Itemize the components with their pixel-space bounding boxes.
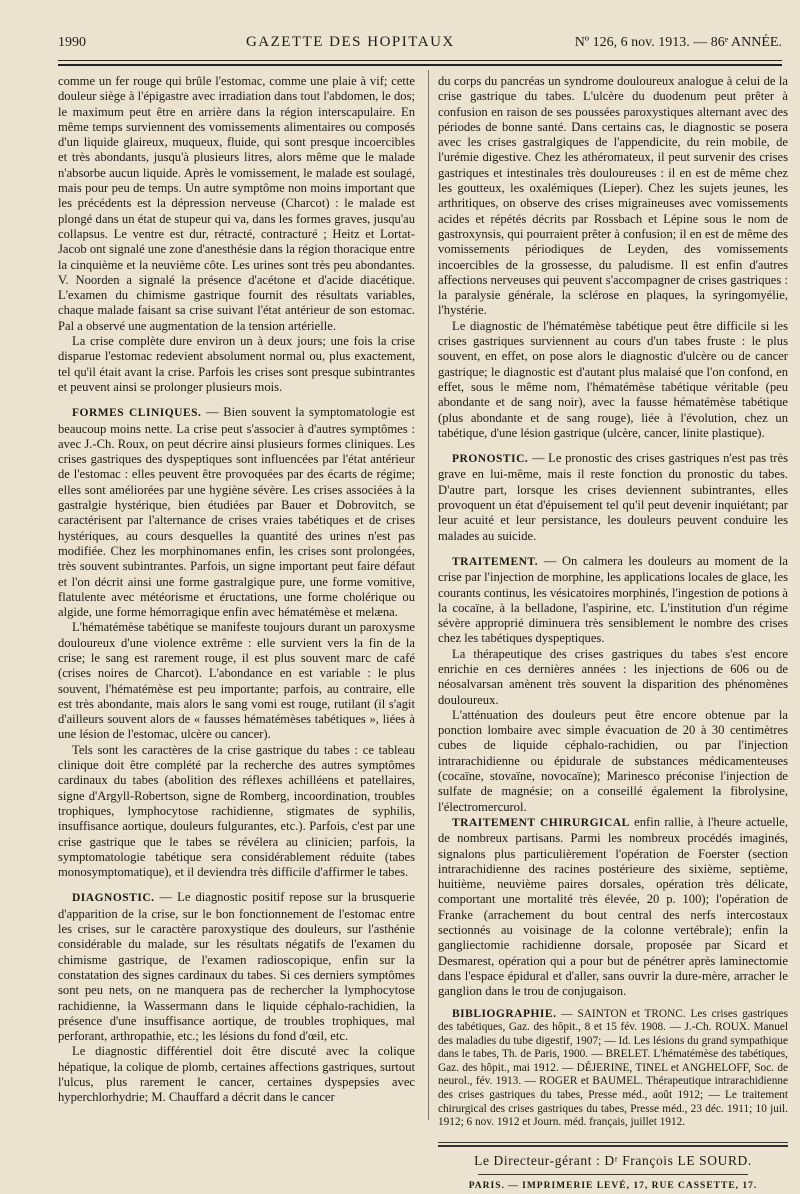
bibliography-heading: BIBLIOGRAPHIE. bbox=[452, 1007, 557, 1020]
header-rule bbox=[58, 60, 782, 61]
section-heading: DIAGNOSTIC. bbox=[72, 892, 155, 905]
section-pronostic bbox=[438, 451, 788, 544]
director-signature: Le Directeur-gérant : Dʳ François LE SOURD. bbox=[474, 1152, 752, 1168]
paragraph: Tels sont les caractères de la crise gastrique du tabes : ce tableau clinique doit être complété par la recherche des autres symptômes cardinaux du tabes (abolition des réflexes achilléens et patellaires, signe d'Argyll-Robertson, signe de Romberg, incoordination, troubles trophiques, lymphocytose rachidienne, stigmates de syphilis, insuffisance aortique, douleurs fulgurantes, etc.). Parfois, c'est par une crise gastrique que le tabes se révélera au clinicien; parfois, la symptomatologie tabétique sera considérablement réduite (tabes monosymptomatique), et il deviendra très difficile d'affirmer le tabes. bbox=[58, 742, 415, 880]
column-divider bbox=[428, 70, 429, 1120]
footer-rule-thick bbox=[438, 1145, 788, 1147]
bibliography-text: — SAINTON et TRONC. Les crises gastriques des tabétiques, Gaz. des hôpit., 8 et 15 fév. 1908. — J.-Ch. ROUX. Manuel des maladies du tube digestif, 1907; — Id. Les lésions du grand sympathique dans le tabes, Th. de Paris, 1900. — BRELET. L'hématémèse des tabétiques, Gaz. des hôpit., mai 1912. — DÉJERINE, TINEL et ANGHELOFF, Soc. de neurol., fév. 1913. — ROGER et BAUMEL. Thérapeutique intrarachidienne des crises gastriques du tabes, Presse méd., août 1912; — Le traitement chirurgical des crises gastriques du tabes, Presse méd., 23 déc. 1911; 10 juil. 1912; 6 nov. 1912 et Journ. méd. français, juillet 1912. bbox=[438, 1007, 788, 1129]
right-column bbox=[438, 74, 788, 1194]
footer-rule bbox=[438, 1142, 788, 1143]
paragraph: La thérapeutique des crises gastriques du tabes s'est encore enrichie en ces dernières années : les injections de 606 ou de néosalvarsan amènent très souvent la disparition des phénomènes douloureux. bbox=[438, 646, 788, 707]
section-traitement-chirurgical bbox=[438, 815, 788, 1000]
paragraph-text: — On calmera les douleurs au moment de la crise par l'injection de morphine, les applications locales de glace, les courants continus, les vésicatoires morphinés, l'ingestion de potions à la cocaïne, à la belladone, l'aspirine, etc. L'institution d'un régime sévère approprié diminuera très sensiblement le nombre des crises chez les tabétiques dyspeptiques. bbox=[438, 553, 788, 646]
section-heading: PRONOSTIC. bbox=[452, 453, 529, 466]
printer-rule bbox=[478, 1174, 748, 1175]
page-number: 1990 bbox=[58, 35, 86, 50]
left-column bbox=[58, 74, 415, 1106]
paragraph-text: — Le pronostic des crises gastriques n'est pas très grave en lui-même, mais il reste fonction du pronostic du tabes. D'autre part, lorsque les crises deviennent subintrantes, elles provoquent un état d'épuisement tel qu'il peut devenir inquiétant; par leur acuité et leur persistance, les douleurs peuvent conduire les malades au suicide. bbox=[438, 451, 788, 543]
section-heading: FORMES CLINIQUES. bbox=[72, 407, 202, 420]
section-formes-cliniques bbox=[58, 405, 415, 620]
paragraph-text: — Bien souvent la symptomatologie est beaucoup moins nette. La crise peut s'associer à d'autres symptômes : avec J.-Ch. Roux, on peut décrire ainsi plusieurs formes cliniques. Les crises gastriques des dyspeptiques sont influencées par l'état antérieur de l'estomac : elles peuvent être provoquées par des écarts de régime; elles sont améliorées par une hygiène sévère. Les crises associées à la gastralgie hystérique, bien étudiées par Bauer et Dobrovitch, se caractérisent par l'alternance de crises vraies tabétiques et de crises hystériques, au cours desquelles la quantité des urines n'est pas modifiée. Chez les morphinomanes enfin, les crises sont prolongées, très souvent subintrantes. Parfois, un signe important peut faire défaut et l'on décrit ainsi une forme gastralgique pure, une forme vomitive, flatulente avec météorisme et éructations, une forme cholérique ou algide, une forme hémorragique enfin avec hématémèse et melæna. bbox=[58, 405, 415, 620]
header-rule-thick bbox=[58, 64, 782, 66]
running-header bbox=[58, 34, 782, 51]
section-diagnostic bbox=[58, 890, 415, 1044]
journal-title: GAZETTE DES HOPITAUX bbox=[245, 34, 455, 50]
printer-imprint: PARIS. — IMPRIMERIE LEVÉ, 17, RUE CASSETTE, 17. bbox=[468, 1181, 758, 1192]
paragraph-text: enfin rallie, à l'heure actuelle, de nombreux partisans. Parmi les nombreux procédés imaginés, signalons plus particulièrement l'opération de Foerster (section intrarachidienne des racines postérieure des sixième, septième, huitième, neuvième paires dorsales, opération très délicate, comportant une mortalité très élevée, 20 p. 100); l'opération de Franke (arrachement du bout central des nerfs intercostaux sectionnés au voisinage de la colonne vertébrale); enfin la gangliectomie rachidienne dorsale, proposée par Sicard et Desmarest, opération qui a pour but de pénétrer après laminectomie dans l'espace épidural et d'aller, sans ouvrir la dure-mère, arracher le ganglion dans le trou de conjugaison. bbox=[438, 814, 788, 999]
paragraph: comme un fer rouge qui brûle l'estomac, comme une plaie à vif; cette douleur siège à l'épigastre avec irradiation dans tout l'abdomen, le dos; le maximum peut être en arrière dans la région interscapulaire. En même temps surviennent des vomissements alimentaires ou composés d'un liquide glaireux, muqueux, fluide, qui sont presque incoercibles et très abondants, jusqu'à plusieurs litres, alors même que le malade n'absorbe aucun liquide. Après le vomissement, le malade est soulagé, mais pour peu de temps. Un autre symptôme non moins important que les précédents est la dépression nerveuse (Charcot) : le malade est plongé dans un état de stupeur qui va, dans les formes graves, jusqu'au collapsus. Le ventre est dur, rétracté, contracturé ; Heitz et Lortat-Jacob ont signalé une zone d'anesthésie dans la région thoracique entre la cinquième et la neuvième côte. Les urines sont très peu abondantes. V. Noorden a signalé la présence d'acétone et d'acide diacétique. L'examen du chimisme gastrique fournit des résultats variables, chaque malade faisant sa crise suivant l'état antérieur de son estomac. Pal a observé une augmentation de la tension artérielle. bbox=[58, 74, 415, 333]
bibliography bbox=[438, 1008, 788, 1130]
section-heading: TRAITEMENT. bbox=[452, 555, 539, 568]
paragraph-text: — Le diagnostic positif repose sur la brusquerie d'apparition de la crise, sur le bon fonctionnement de l'estomac entre les crises, sur le caractère paroxystique des douleurs, sur l'asthénie considérable du malade, sur les résultats négatifs de l'examen du chimisme gastrique, de l'examen radioscopique, enfin sur la constatation des signes cardinaux du tabes. Si ces derniers symptômes sont peu nets, on ne manquera pas de rechercher la lymphocytose rachidienne, la Wassermann dans le liquide céphalo-rachidien, la présence d'une insuffisance aortique, de troubles trophiques, mal perforant, arthropathie, etc.; les lésions du fond d'œil, etc. bbox=[58, 890, 415, 1044]
paragraph: Le diagnostic différentiel doit être discuté avec la colique hépatique, la colique de plomb, certaines affections gastriques, surtout l'ulcus, plus rarement le cancer, certaines dyspepsies avec hyperchlorhydrie; M. Chauffard a décrit dans le cancer bbox=[58, 1044, 415, 1105]
section-traitement bbox=[438, 554, 788, 647]
paragraph: L'hématémèse tabétique se manifeste toujours durant un paroxysme douloureux d'une violence extrême : elle survient vers la fin de la crise; le sang est rarement rouge, il est plus souvent marc de café (crises noires de Charcot). L'abondance en est variable : le plus souvent, l'hématémèse est peu importante; parfois, au contraire, elle est très abondante, mais alors le sang vomi est rouge, rutilant (il s'agit d'ailleurs souvent alors de « fausses hématémèses tabétiques », liées à une lésion de l'estomac, ulcère ou cancer). bbox=[58, 620, 415, 742]
issue-info: Nº 126, 6 nov. 1913. — 86ᵉ ANNÉE. bbox=[574, 35, 782, 50]
section-heading: TRAITEMENT CHIRURGICAL bbox=[452, 816, 630, 829]
paragraph: La crise complète dure environ un à deux jours; une fois la crise disparue l'estomac redevient absolument normal ou, plus exactement, tel qu'il était avant la crise. Parfois les crises sont presque subintrantes et peuvent ainsi se prolonger plusieurs mois. bbox=[58, 334, 415, 394]
paragraph: L'atténuation des douleurs peut être encore obtenue par la ponction lombaire avec simple évacuation de 20 à 30 centimètres cubes de liquide céphalo-rachidien, ou par l'injection intrarachidienne ou épidurale de substances médicamenteuses (cocaïne, stovaïne, novocaïne); Marinesco préconise l'injection de sulfate de magnésie; on a conseillé également la fibrolysine, l'électromercurol. bbox=[438, 707, 788, 814]
paragraph: du corps du pancréas un syndrome douloureux analogue à celui de la crise gastrique du tabes. L'ulcère du duodenum peut prêter à confusion en raison de ses poussées paroxystiques alternant avec des périodes de bonne santé. Dans certains cas, le diagnostic se posera avec les crises gastralgiques de l'appendicite, du rein mobile, de l'urémie digestive. Chez les athéromateux, il peut survenir des crises gastriques et intestinales très douloureuses : il en est de même chez les goutteux, les oxalémiques (Lieper). Chez les sujets jeunes, les arthritiques, on observe des crises migraineuses avec vomissements acides et répétés décrits par Rossbach et Lépine sous le nom de gastroxynsis, qui pourraient prêter à confusion; il en est de même des vomissements périodiques de Leyden, des vomissements incoercibles de la grossesse, du paludisme. Il est enfin d'autres affections nerveuses qui peuvent s'accompagner de crises gastriques : la paralysie générale, la sclérose en plaques, la syringomyélie, l'hystérie. bbox=[438, 74, 788, 318]
paragraph: Le diagnostic de l'hématémèse tabétique peut être difficile si les crises gastriques surviennent au cours d'un tabes fruste : le plus souvent, en effet, on pose alors le diagnostic d'ulcère ou de cancer gastrique; le diagnostic est d'autant plus malaisé que l'on confond, en effet, sous le même nom, l'hématémèse tabétique véritable (peu abondante et de sang noir), avec la fausse hématémèse tabétique (plus abondante et de sang rouge), liée à l'évolution, chez un tabétique, d'une lésion gastrique (ulcère, cancer, linite plastique). bbox=[438, 318, 788, 440]
